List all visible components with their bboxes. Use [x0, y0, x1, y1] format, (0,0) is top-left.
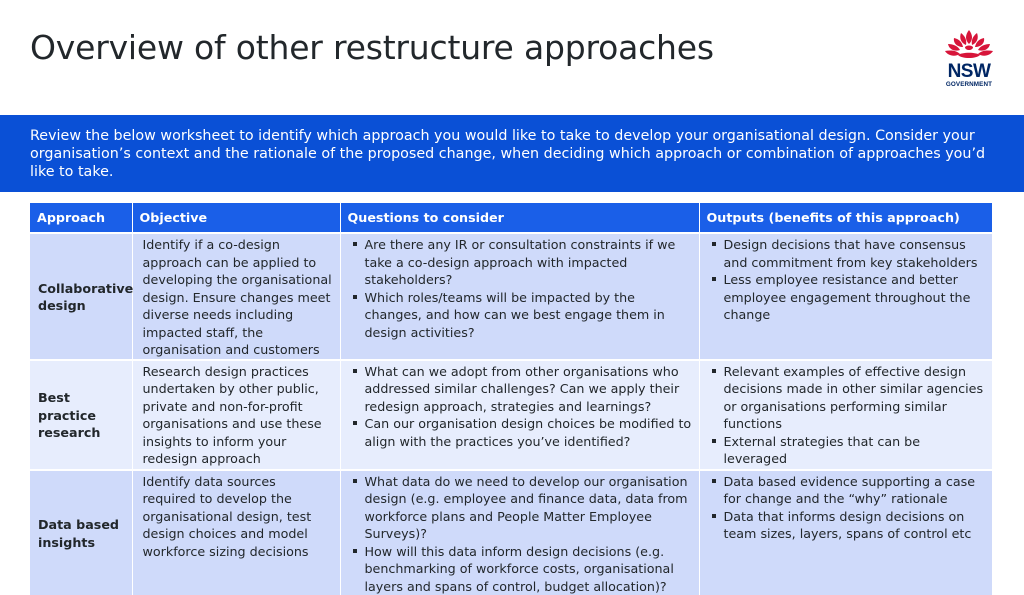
list-item: How will this data inform design decisions (e.g. benchmarking of workforce costs, organisational layers and spans of control, budget allocation)?: [351, 543, 692, 595]
list-item: External strategies that can be leveraged: [710, 433, 985, 468]
list-item: Which roles/teams will be impacted by the changes, and how can we best engage them in design activities?: [351, 289, 692, 342]
header-outputs: Outputs (benefits of this approach): [699, 203, 992, 233]
questions-cell: [340, 360, 699, 470]
table-row: [30, 233, 992, 360]
approach-cell: Best practice research: [30, 360, 132, 470]
table-row: [30, 470, 992, 595]
list-item: Design decisions that have consensus and commitment from key stakeholders: [710, 236, 985, 271]
header-questions: Questions to consider: [340, 203, 699, 233]
header-objective: Objective: [132, 203, 340, 233]
objective-cell: Identify data sources required to develop the organisational design, test design choices and model workforce sizing decisions: [132, 470, 340, 595]
list-item: Data based evidence supporting a case for change and the “why” rationale: [710, 473, 985, 508]
list-item: Can our organisation design choices be modified to align with the practices you’ve identified?: [351, 415, 692, 450]
objective-cell: Research design practices undertaken by other public, private and non-for-profit organisations and use these insights to inform your redesign approach: [132, 360, 340, 470]
logo-wordmark: NSW: [938, 62, 1000, 81]
outputs-cell: [699, 470, 992, 595]
list-item: Less employee resistance and better employee engagement throughout the change: [710, 271, 985, 324]
table-row: [30, 360, 992, 470]
table-header-row: [30, 203, 992, 233]
page-title: Overview of other restructure approaches: [30, 28, 714, 67]
list-item: Data that informs design decisions on team sizes, layers, spans of control etc: [710, 508, 985, 543]
approach-cell: Collaborative design: [30, 233, 132, 360]
outputs-cell: [699, 233, 992, 360]
intro-text: Review the below worksheet to identify which approach you would like to take to develop your organisational design. Consider your organisation’s context and the rationale of the proposed change, when deciding which approach or combination of approaches you’d like to take.: [30, 128, 985, 180]
header-approach: Approach: [30, 203, 132, 233]
list-item: Relevant examples of effective design decisions made in other similar agencies or organisations performing similar functions: [710, 363, 985, 433]
intro-banner: [0, 115, 1024, 192]
list-item: What can we adopt from other organisations who addressed similar challenges? Can we apply their redesign approach, strategies and learnings?: [351, 363, 692, 416]
approach-cell: Data based insights: [30, 470, 132, 595]
approaches-table: [30, 203, 993, 595]
questions-cell: [340, 233, 699, 360]
list-item: Are there any IR or consultation constraints if we take a co-design approach with impacted stakeholders?: [351, 236, 692, 289]
outputs-cell: [699, 360, 992, 470]
waratah-icon: [938, 28, 1000, 62]
objective-cell: Identify if a co-design approach can be applied to developing the organisational design. Ensure changes meet diverse needs including impacted staff, the organisation and customers: [132, 233, 340, 360]
questions-cell: [340, 470, 699, 595]
list-item: What data do we need to develop our organisation design (e.g. employee and finance data, data from workforce plans and People Matter Employee Surveys)?: [351, 473, 692, 543]
nsw-government-logo: [938, 28, 1000, 92]
logo-subtitle: GOVERNMENT: [938, 81, 1000, 88]
